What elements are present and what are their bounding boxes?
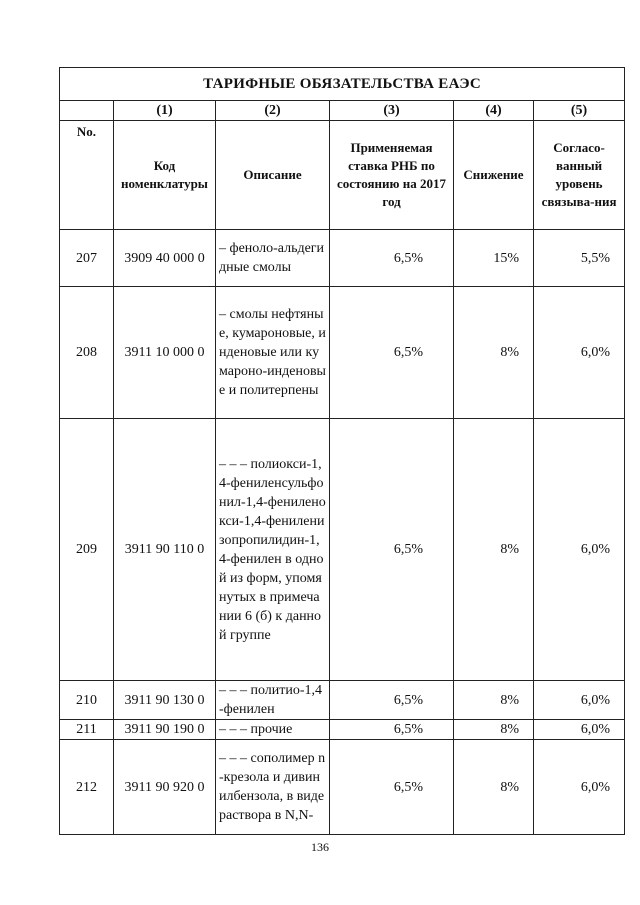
column-number-1: (1) (114, 101, 216, 121)
reduction: 8% (454, 740, 534, 835)
bound-rate: 6,0% (534, 419, 625, 681)
bound-rate: 6,0% (534, 681, 625, 720)
tariff-code: 3911 90 920 0 (114, 740, 216, 835)
table-row (60, 419, 625, 681)
table-row (60, 230, 625, 287)
reduction: 8% (454, 681, 534, 720)
description: – – – сополимер n-крезола и дивинилбензола, в виде раствора в N,N- (216, 740, 330, 835)
description: – феноло-альдегидные смолы (216, 230, 330, 287)
tariff-code: 3911 90 130 0 (114, 681, 216, 720)
row-number: 212 (60, 740, 114, 835)
tariff-code: 3911 10 000 0 (114, 287, 216, 419)
column-number-blank (60, 101, 114, 121)
header-code: Код номенклатуры (114, 121, 216, 230)
row-number: 207 (60, 230, 114, 287)
bound-rate: 5,5% (534, 230, 625, 287)
applied-rate: 6,5% (330, 681, 454, 720)
header-bound-rate: Согласо-ванный уровень связыва-ния (534, 121, 625, 230)
tariff-code: 3911 90 190 0 (114, 720, 216, 740)
column-number-3: (3) (330, 101, 454, 121)
description: – – – политио-1,4-фенилен (216, 681, 330, 720)
header-applied-rate: Применяемая ставка РНБ по состоянию на 2017 год (330, 121, 454, 230)
bound-rate: 6,0% (534, 740, 625, 835)
table-title: ТАРИФНЫЕ ОБЯЗАТЕЛЬСТВА ЕАЭС (60, 68, 625, 101)
tariff-table (59, 67, 625, 835)
description: – – – прочие (216, 720, 330, 740)
applied-rate: 6,5% (330, 740, 454, 835)
tariff-code: 3909 40 000 0 (114, 230, 216, 287)
reduction: 15% (454, 230, 534, 287)
applied-rate: 6,5% (330, 287, 454, 419)
reduction: 8% (454, 720, 534, 740)
applied-rate: 6,5% (330, 720, 454, 740)
header-description: Описание (216, 121, 330, 230)
table-row (60, 287, 625, 419)
page-number: 136 (311, 840, 329, 854)
column-number-2: (2) (216, 101, 330, 121)
column-number-5: (5) (534, 101, 625, 121)
bound-rate: 6,0% (534, 720, 625, 740)
table-row (60, 720, 625, 740)
applied-rate: 6,5% (330, 230, 454, 287)
bound-rate: 6,0% (534, 287, 625, 419)
table-row (60, 740, 625, 835)
header-reduction: Снижение (454, 121, 534, 230)
row-number: 210 (60, 681, 114, 720)
row-number: 211 (60, 720, 114, 740)
description: – смолы нефтяные, кумароновые, инденовые или кумароно-инденовые и политерпены (216, 287, 330, 419)
description: – – – полиокси-1,4-фениленсульфонил-1,4-фениленокси-1,4-фениленизопропилидин-1,4-фенилен в одной из форм, упомянутых в примечании 6 (б) к данной группе (216, 419, 330, 681)
row-number: 208 (60, 287, 114, 419)
reduction: 8% (454, 287, 534, 419)
header-no: No. (60, 121, 114, 230)
applied-rate: 6,5% (330, 419, 454, 681)
tariff-code: 3911 90 110 0 (114, 419, 216, 681)
column-number-4: (4) (454, 101, 534, 121)
reduction: 8% (454, 419, 534, 681)
table-row (60, 681, 625, 720)
row-number: 209 (60, 419, 114, 681)
